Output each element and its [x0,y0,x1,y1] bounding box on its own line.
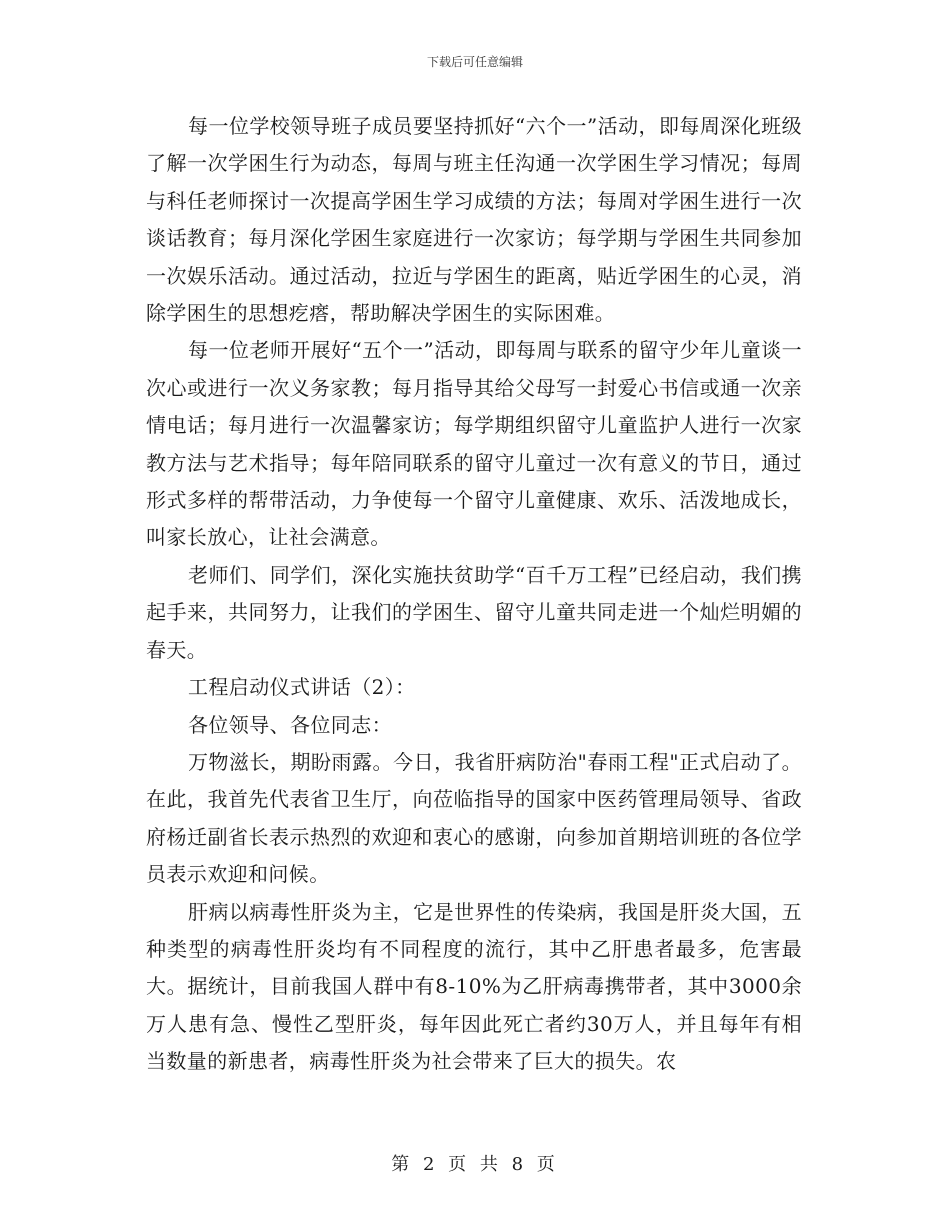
paragraph-six-activities: 每一位学校领导班子成员要坚持抓好“六个一”活动，即每周深化班级了解一次学困生行为动态，每周与班主任沟通一次学困生学习情况；每周与科任老师探讨一次提高学困生学习成绩的方法；每周对学困生进行一次谈话教育；每月深化学困生家庭进行一次家访；每学期与学困生共同参加一次娱乐活动。通过活动，拉近与学困生的距离，贴近学困生的心灵，消除学困生的思想疙瘩，帮助解决学困生的实际困难。 [146,114,802,326]
speech-title: 工程启动仪式讲话（2）： [188,675,416,700]
paragraph-launch: 万物滋长，期盼雨露。今日，我省肝病防治"春雨工程"正式启动了。在此，我首先代表省卫生厅，向莅临指导的国家中医药管理局领导、省政府杨迁副省长表示热烈的欢迎和衷心的感谢，向参加首期培训班的各位学员表示欢迎和问候。 [146,749,802,887]
speech-salutation: 各位领导、各位同志： [188,712,392,737]
paragraph-five-activities: 每一位老师开展好“五个一”活动，即每周与联系的留守少年儿童谈一次心或进行一次义务家教；每月指导其给父母写一封爱心书信或通一次亲情电话；每月进行一次温馨家访；每学期组织留守儿童监护人进行一次家教方法与艺术指导；每年陪同联系的留守儿童过一次有意义的节日，通过形式多样的帮带活动，力争使每一个留守儿童健康、欢乐、活泼地成长，叫家长放心，让社会满意。 [146,338,802,550]
page-number: 第 2 页 共 8 页 [391,1154,559,1175]
paragraph-hepatitis: 肝病以病毒性肝炎为主，它是世界性的传染病，我国是肝炎大国，五种类型的病毒性肝炎均有不同程度的流行，其中乙肝患者最多，危害最大。据统计，目前我国人群中有8-10%为乙肝病毒携带者，其中3000余万人患有急、慢性乙型肝炎，每年因此死亡者约30万人，并且每年有相当数量的新患者，病毒性肝炎为社会带来了巨大的损失。农 [146,899,802,1074]
page-header-note: 下载后可任意编辑 [426,55,523,69]
document-body [146,108,802,1081]
paragraph-closing-call: 老师们、同学们，深化实施扶贫助学“百千万工程”已经启动，我们携起手来，共同努力，让我们的学困生、留守儿童共同走进一个灿烂明媚的春天。 [146,562,802,662]
